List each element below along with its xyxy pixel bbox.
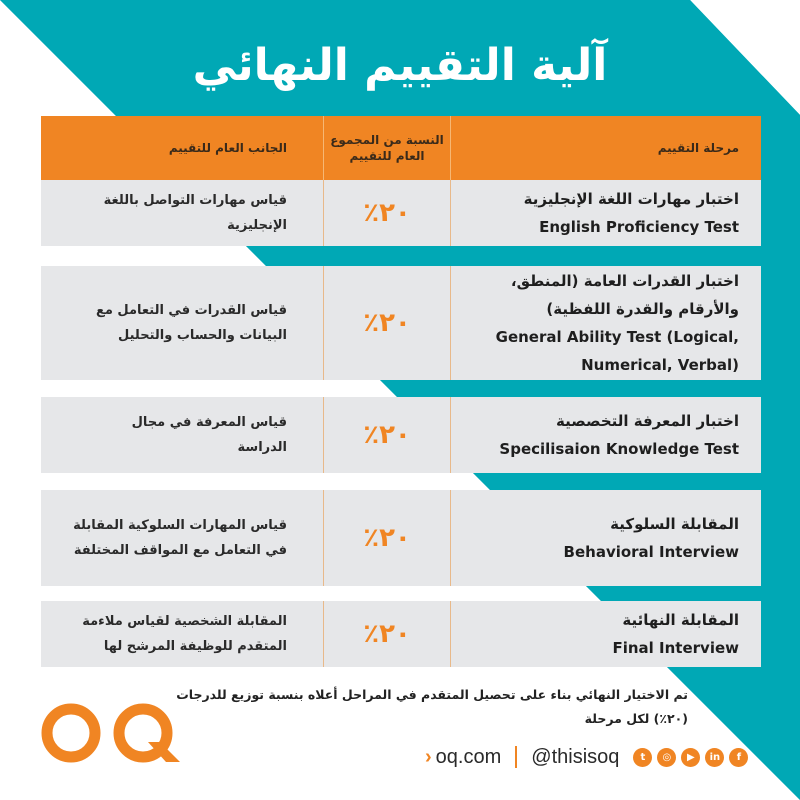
aspect-text: في التعامل مع المواقف المختلفة [73,543,287,558]
stage-arabic: والأرقام والقدرة اللفظية) [546,300,739,318]
divider [515,746,517,768]
stage-english: Final Interview [612,639,739,657]
stage-english: Numerical, Verbal) [581,356,739,374]
stage-cell [451,266,761,380]
aspect-cell [41,490,323,586]
table-row [41,490,761,586]
aspect-text: قياس المعرفة في مجال [131,415,287,430]
stage-english: English Proficiency Test [539,218,739,236]
table-header [41,116,761,180]
stage-cell [451,490,761,586]
twitter-icon[interactable]: t [633,748,652,767]
website-link[interactable]: oq.com [435,745,502,768]
stage-arabic: المقابلة السلوكية [610,515,739,533]
instagram-icon[interactable]: ◎ [657,748,676,767]
stage-arabic: اختبار القدرات العامة (المنطق، [510,272,739,290]
footer-contact [425,742,748,772]
percentage-cell: ٢٠٪ [323,601,451,667]
footnote-line-2: (٢٠٪) لكل مرحلة [584,711,688,726]
aspect-cell [41,601,323,667]
stage-cell [451,180,761,246]
youtube-icon[interactable]: ▶ [681,748,700,767]
aspect-cell [41,397,323,473]
linkedin-icon[interactable]: in [705,748,724,767]
stage-arabic: المقابلة النهائية [622,611,739,629]
social-handle[interactable]: @thisisoq [531,745,620,768]
footnote [168,683,688,731]
page-title: آلية التقييم النهائي [192,40,608,91]
social-icons [633,748,748,767]
stage-arabic: اختبار مهارات اللغة الإنجليزية [523,190,739,208]
table-row [41,266,761,380]
stage-cell [451,397,761,473]
stage-english: Behavioral Interview [563,543,739,561]
percentage-cell: ٢٠٪ [323,490,451,586]
stage-arabic: اختبار المعرفة التخصصية [556,412,739,430]
header-stage: مرحلة التقييم [657,141,739,155]
percentage-cell: ٢٠٪ [323,397,451,473]
oq-logo [40,702,190,764]
stage-english: Specilisaion Knowledge Test [499,440,739,458]
table-row [41,601,761,667]
percentage-cell: ٢٠٪ [323,266,451,380]
aspect-cell [41,180,323,246]
header-aspect: الجانب العام للتقييم [168,141,287,155]
aspect-text: قياس مهارات التواصل باللغة الإنجليزية [103,193,287,233]
facebook-icon[interactable]: f [729,748,748,767]
aspect-text: المقابلة الشخصية لقياس ملاءمة [82,614,287,629]
table-row [41,180,761,246]
aspect-text: الدراسة [237,440,287,455]
header-percentage: النسبة من المجموع العام للتقييم [323,116,451,180]
aspect-text: قياس المهارات السلوكية المقابلة [73,518,287,533]
stage-cell [451,601,761,667]
footnote-line-1: تم الاختيار النهائي بناء على تحصيل المتقدم في المراحل أعلاه بنسبة توزيع للدرجات [176,687,688,702]
aspect-text: البيانات والحساب والتحليل [118,328,287,343]
percentage-cell: ٢٠٪ [323,180,451,246]
stage-english: General Ability Test (Logical, [495,328,739,346]
aspect-text: المتقدم للوظيفة المرشح لها [103,639,287,654]
aspect-cell [41,266,323,380]
aspect-text: قياس القدرات في التعامل مع [95,303,287,318]
chevron-right-icon: › [425,745,432,768]
table-row [41,397,761,473]
